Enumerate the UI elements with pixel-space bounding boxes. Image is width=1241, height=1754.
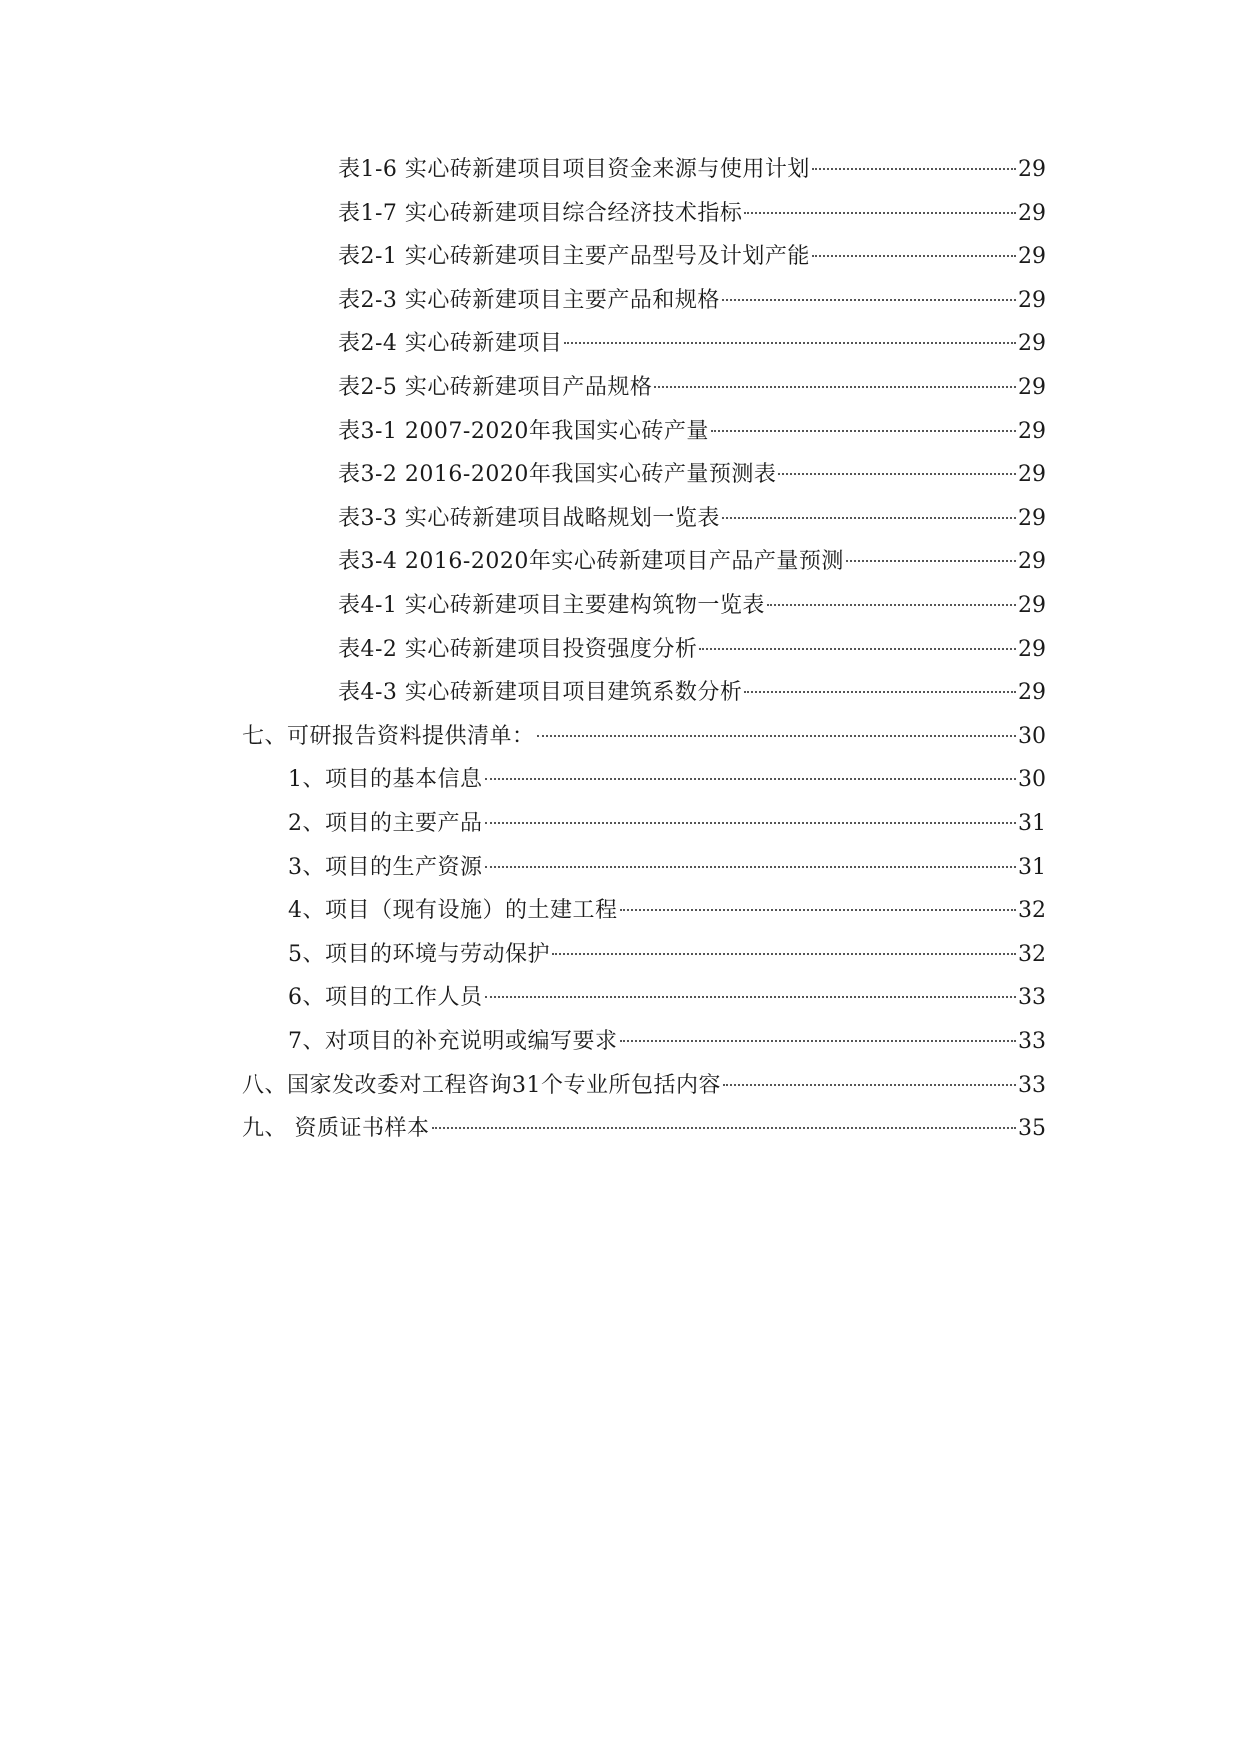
toc-entry-page-number: 32 <box>1018 942 1046 967</box>
toc-entry-title: 表4-1 实心砖新建项目主要建构筑物一览表 <box>338 593 765 618</box>
toc-entry[interactable] <box>338 504 1046 534</box>
toc-entry-title: 表3-4 2016-2020年实心砖新建项目产品产量预测 <box>338 549 844 574</box>
dot-leader <box>744 211 1016 214</box>
dot-leader <box>711 429 1016 432</box>
toc-entry-title: 7、对项目的补充说明或编写要求 <box>288 1029 618 1054</box>
toc-entry-page-number: 29 <box>1018 462 1046 487</box>
toc-entry-page-number: 31 <box>1018 811 1046 836</box>
toc-entry-page-number: 33 <box>1018 1029 1046 1054</box>
dot-leader <box>767 603 1016 606</box>
toc-entry[interactable] <box>242 722 1046 752</box>
dot-leader <box>485 995 1017 998</box>
toc-entry-page-number: 29 <box>1018 419 1046 444</box>
toc-entry[interactable] <box>288 853 1046 883</box>
dot-leader <box>778 472 1016 475</box>
toc-entry-title: 表3-1 2007-2020年我国实心砖产量 <box>338 419 709 444</box>
dot-leader <box>564 341 1016 344</box>
dot-leader <box>812 167 1016 170</box>
toc-entry[interactable] <box>338 199 1046 229</box>
toc-entry-page-number: 33 <box>1018 985 1046 1010</box>
toc-entry-title: 表2-1 实心砖新建项目主要产品型号及计划产能 <box>338 244 810 269</box>
toc-entry[interactable] <box>288 1027 1046 1057</box>
dot-leader <box>654 385 1016 388</box>
toc-entry-title: 表4-2 实心砖新建项目投资强度分析 <box>338 637 698 662</box>
toc-entry-page-number: 30 <box>1018 724 1046 749</box>
toc-entry[interactable] <box>338 329 1046 359</box>
toc-entry-title: 5、项目的环境与劳动保护 <box>288 942 550 967</box>
toc-entry[interactable] <box>338 591 1046 621</box>
toc-entry-title: 2、项目的主要产品 <box>288 811 483 836</box>
toc-entry-title: 表2-4 实心砖新建项目 <box>338 331 563 356</box>
toc-entry-page-number: 29 <box>1018 549 1046 574</box>
dot-leader <box>620 1039 1017 1042</box>
toc-entry[interactable] <box>288 983 1046 1013</box>
toc-entry-title: 七、可研报告资料提供清单： <box>242 724 535 749</box>
toc-entry-title: 1、项目的基本信息 <box>288 767 483 792</box>
toc-entry-page-number: 29 <box>1018 201 1046 226</box>
toc-entry[interactable] <box>242 1071 1046 1101</box>
toc-entry-page-number: 32 <box>1018 898 1046 923</box>
toc-entry-page-number: 29 <box>1018 506 1046 531</box>
toc-entry-title: 表1-6 实心砖新建项目项目资金来源与使用计划 <box>338 157 810 182</box>
dot-leader <box>699 647 1016 650</box>
toc-entry-title: 九、 资质证书样本 <box>242 1116 430 1141</box>
toc-entry-page-number: 29 <box>1018 637 1046 662</box>
dot-leader <box>812 254 1016 257</box>
dot-leader <box>537 734 1016 737</box>
dot-leader <box>485 865 1017 868</box>
toc-entry-page-number: 31 <box>1018 855 1046 880</box>
toc-entry-title: 3、项目的生产资源 <box>288 855 483 880</box>
toc-entry-page-number: 33 <box>1018 1073 1046 1098</box>
toc-entry[interactable] <box>288 940 1046 970</box>
toc-entry[interactable] <box>242 1114 1046 1144</box>
toc-entry-page-number: 29 <box>1018 593 1046 618</box>
toc-entry[interactable] <box>338 635 1046 665</box>
toc-entry[interactable] <box>338 286 1046 316</box>
toc-entry-page-number: 29 <box>1018 331 1046 356</box>
dot-leader <box>722 298 1016 301</box>
toc-entry-title: 表4-3 实心砖新建项目项目建筑系数分析 <box>338 680 743 705</box>
dot-leader <box>485 777 1017 780</box>
dot-leader <box>620 908 1017 911</box>
toc-entry[interactable] <box>288 809 1046 839</box>
dot-leader <box>846 559 1016 562</box>
toc-entry-title: 表3-3 实心砖新建项目战略规划一览表 <box>338 506 720 531</box>
toc-entry[interactable] <box>338 678 1046 708</box>
toc-entry[interactable] <box>338 155 1046 185</box>
toc-entry-page-number: 29 <box>1018 288 1046 313</box>
toc-entry[interactable] <box>288 765 1046 795</box>
toc-entry[interactable] <box>338 373 1046 403</box>
toc-entry-title: 表1-7 实心砖新建项目综合经济技术指标 <box>338 201 743 226</box>
dot-leader <box>744 690 1016 693</box>
dot-leader <box>723 1083 1016 1086</box>
dot-leader <box>432 1126 1017 1129</box>
toc-entry-page-number: 29 <box>1018 244 1046 269</box>
toc-entry-title: 八、国家发改委对工程咨询31个专业所包括内容 <box>242 1073 721 1098</box>
toc-entry-title: 4、项目（现有设施）的土建工程 <box>288 898 618 923</box>
toc-entry[interactable] <box>338 547 1046 577</box>
toc-entry-page-number: 29 <box>1018 375 1046 400</box>
toc-entry-page-number: 29 <box>1018 680 1046 705</box>
toc-entry[interactable] <box>288 896 1046 926</box>
toc-entry-title: 表2-5 实心砖新建项目产品规格 <box>338 375 653 400</box>
toc-entry-title: 表3-2 2016-2020年我国实心砖产量预测表 <box>338 462 777 487</box>
toc-entry-page-number: 29 <box>1018 157 1046 182</box>
dot-leader <box>722 516 1016 519</box>
dot-leader <box>485 821 1017 824</box>
dot-leader <box>552 952 1016 955</box>
toc-entry-page-number: 35 <box>1018 1116 1046 1141</box>
toc-entry-page-number: 30 <box>1018 767 1046 792</box>
toc-entry[interactable] <box>338 242 1046 272</box>
toc-entry[interactable] <box>338 460 1046 490</box>
toc-entry[interactable] <box>338 417 1046 447</box>
toc-entry-title: 表2-3 实心砖新建项目主要产品和规格 <box>338 288 720 313</box>
toc-entry-title: 6、项目的工作人员 <box>288 985 483 1010</box>
